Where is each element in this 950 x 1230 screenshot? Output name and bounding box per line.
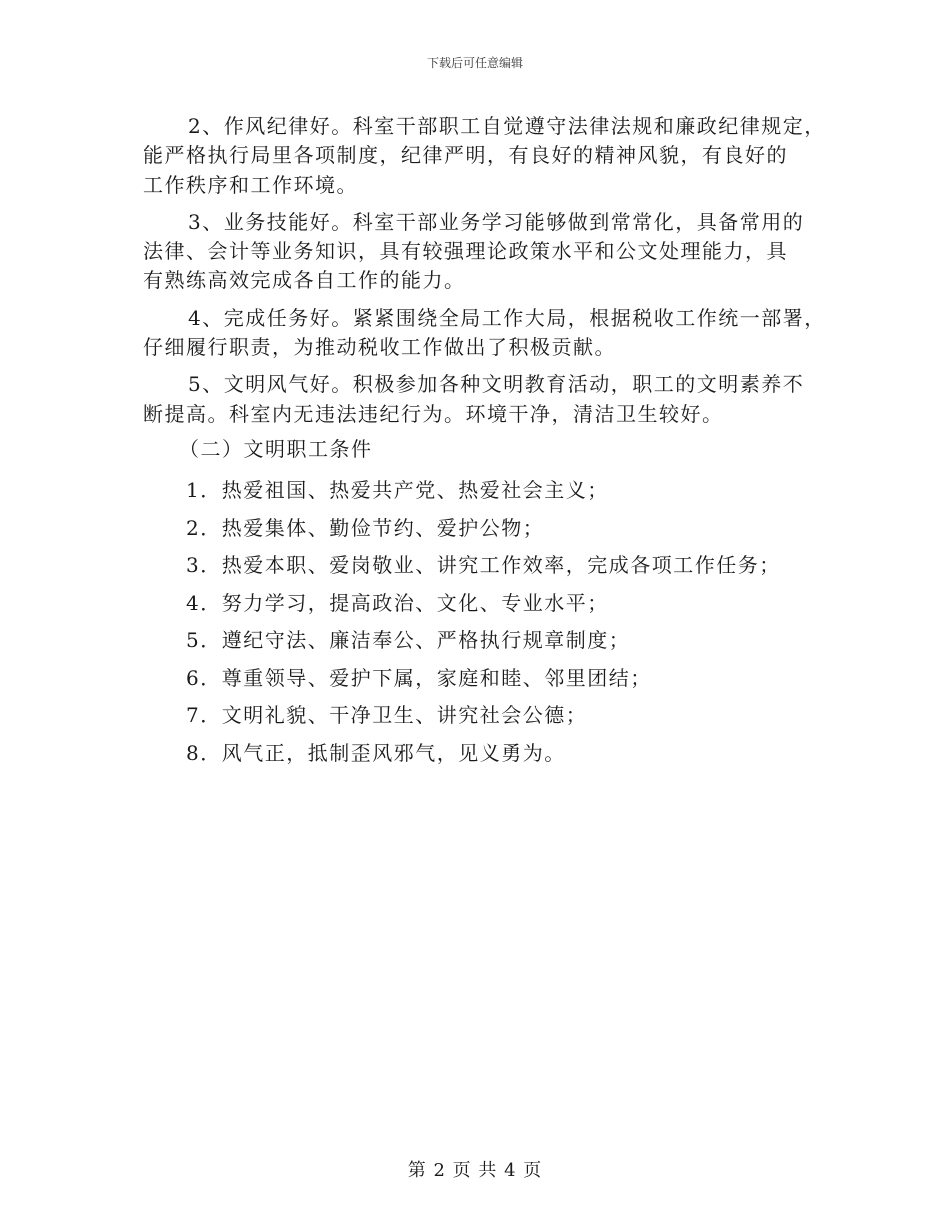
list-item: 7．文明礼貌、干净卫生、讲究社会公德； bbox=[186, 703, 588, 728]
paragraph-line: 有熟练高效完成各自工作的能力。 bbox=[143, 268, 466, 293]
paragraph-4 bbox=[143, 304, 826, 363]
list-item: 2．热爱集体、勤俭节约、爱护公物； bbox=[186, 515, 545, 540]
paragraph-line: 断提高。科室内无违法违纪行为。环境干净，清洁卫生较好。 bbox=[143, 401, 724, 426]
list-item: 3．热爱本职、爱岗敬业、讲究工作效率，完成各项工作任务； bbox=[186, 553, 781, 578]
section-heading: （二）文明职工条件 bbox=[179, 436, 373, 461]
list-item: 5．遵纪守法、廉洁奉公、严格执行规章制度； bbox=[186, 628, 631, 653]
paragraph-line: 工作秩序和工作环境。 bbox=[143, 172, 358, 197]
list-item: 4．努力学习，提高政治、文化、专业水平； bbox=[186, 590, 609, 615]
list-item: 1．热爱祖国、热爱共产党、热爱社会主义； bbox=[186, 478, 609, 503]
list-item: 6．尊重领导、爱护下属，家庭和睦、邻里团结； bbox=[186, 665, 652, 690]
conditions-list bbox=[143, 472, 823, 772]
page-header: 下载后可任意编辑 bbox=[426, 56, 523, 70]
page-footer: 第 2 页 共 4 页 bbox=[407, 1160, 543, 1181]
paragraph-line: 法律、会计等业务知识，具有较强理论政策水平和公文处理能力，具 bbox=[143, 239, 788, 264]
paragraph-line: 能严格执行局里各项制度，纪律严明，有良好的精神风貌，有良好的 bbox=[143, 143, 788, 168]
paragraph-line: 5、文明风气好。积极参加各种文明教育活动，职工的文明素养不 bbox=[188, 372, 805, 397]
paragraph-line: 2、作风纪律好。科室干部职工自觉遵守法律法规和廉政纪律规定， bbox=[188, 114, 826, 138]
paragraph-3 bbox=[143, 208, 823, 296]
paragraph-line: 仔细履行职责，为推动税收工作做出了积极贡献。 bbox=[143, 335, 616, 360]
paragraph-line: 3、业务技能好。科室干部业务学习能够做到常常化，具备常用的 bbox=[188, 209, 805, 234]
paragraph-line: 4、完成任务好。紧紧围绕全局工作大局，根据税收工作统一部署， bbox=[188, 305, 826, 330]
list-item: 8．风气正，抵制歪风邪气，见义勇为。 bbox=[186, 740, 566, 765]
paragraph-5 bbox=[143, 370, 823, 429]
document-body bbox=[143, 112, 826, 772]
paragraph-2 bbox=[143, 112, 826, 200]
